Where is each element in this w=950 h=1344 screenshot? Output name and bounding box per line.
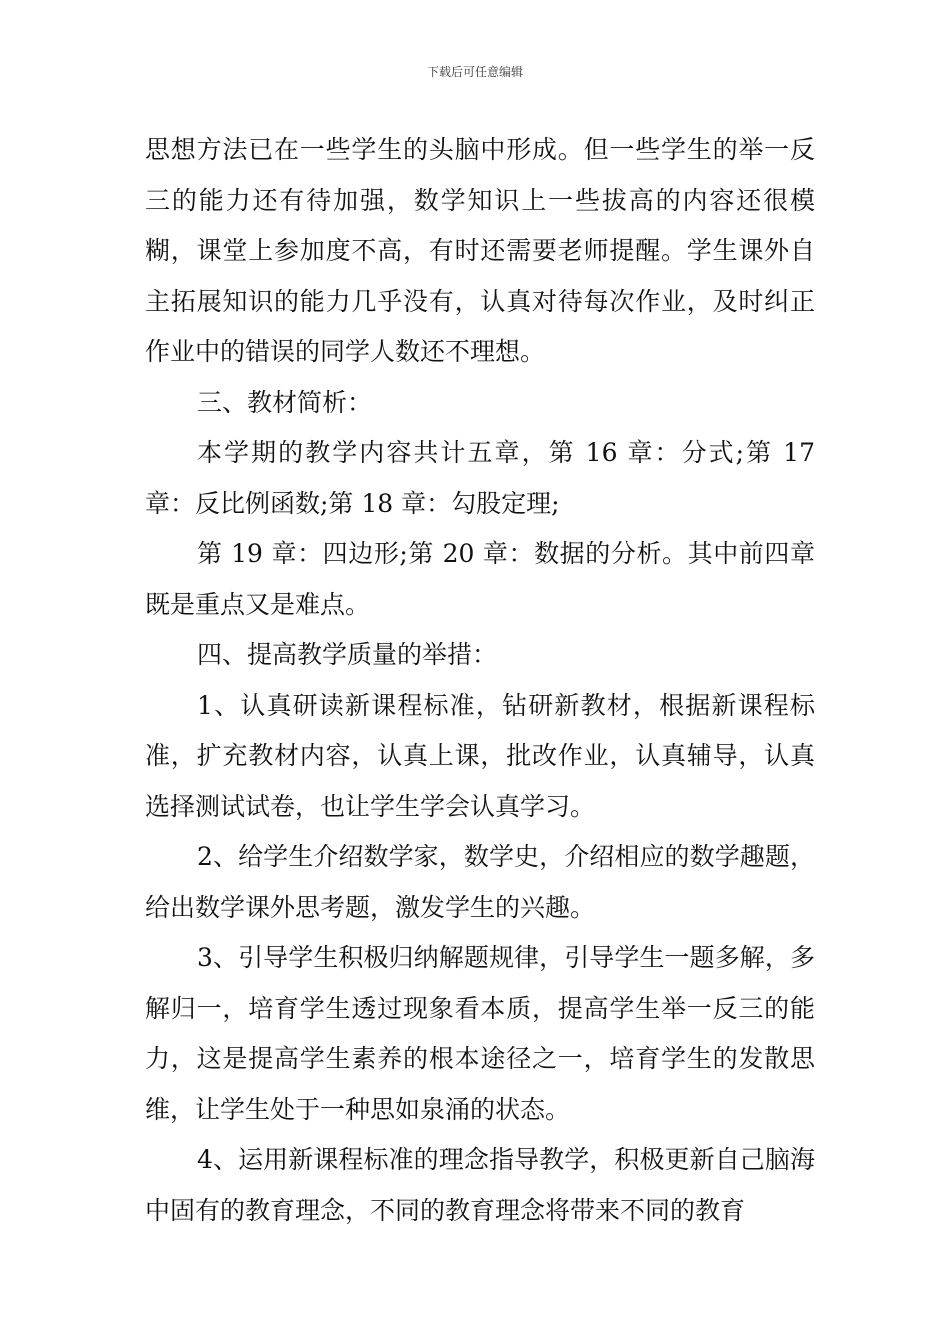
list-item-measure-1: 1、认真研读新课程标准，钻研新教材，根据新课程标准，扩充教材内容，认真上课，批改作业，认真辅导，认真选择测试试卷，也让学生学会认真学习。 [145,690,815,821]
document-body [145,125,815,1236]
paragraph-chapters-1: 本学期的教学内容共计五章，第 16 章：分式;第 17 章：反比例函数;第 18 章：勾股定理; [145,438,815,518]
paragraph-chapters-2: 第 19 章：四边形;第 20 章：数据的分析。其中前四章既是重点又是难点。 [145,539,815,619]
heading-quality-measures: 四、提高教学质量的举措： [197,640,498,669]
list-item-measure-4: 4、运用新课程标准的理念指导教学，积极更新自己脑海中固有的教育理念，不同的教育理念将带来不同的教育 [145,1145,815,1225]
list-item-measure-3: 3、引导学生积极归纳解题规律，引导学生一题多解，多解归一，培育学生透过现象看本质，提高学生举一反三的能力，这是提高学生素养的根本途径之一，培育学生的发散思维，让学生处于一种思如泉涌的状态。 [145,943,815,1124]
heading-textbook-analysis: 三、教材简析： [197,387,373,417]
paragraph-student-analysis: 思想方法已在一些学生的头脑中形成。但一些学生的举一反三的能力还有待加强，数学知识上一些拔高的内容还很模糊，课堂上参加度不高，有时还需要老师提醒。学生课外自主拓展知识的能力几乎没有，认真对待每次作业，及时纠正作业中的错误的同学人数还不理想。 [145,135,815,366]
list-item-measure-2: 2、给学生介绍数学家，数学史，介绍相应的数学趣题，给出数学课外思考题，激发学生的兴趣。 [145,842,815,922]
page-header-watermark: 下载后可任意编辑 [426,65,523,79]
